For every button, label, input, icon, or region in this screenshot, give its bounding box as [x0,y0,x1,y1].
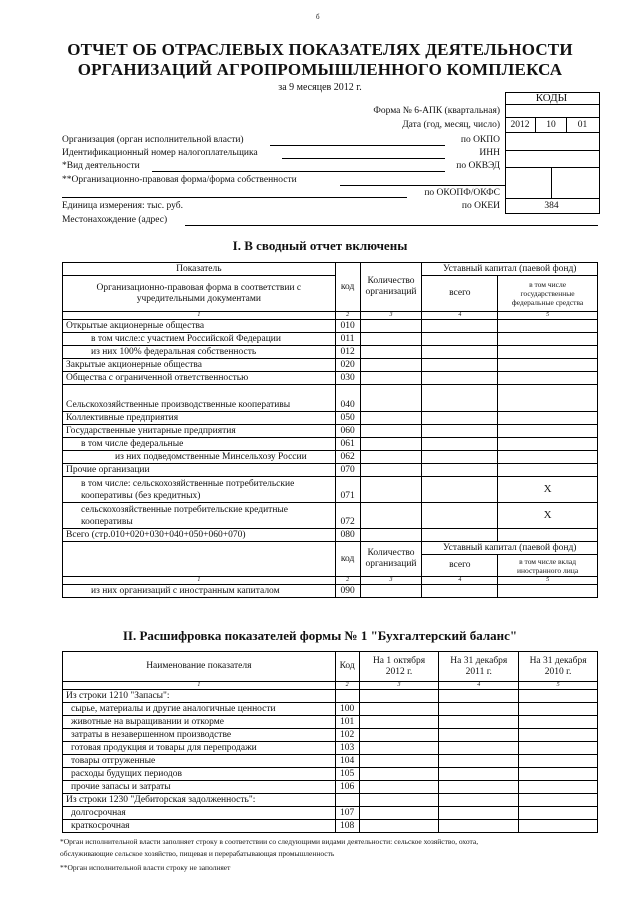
h-count: Количество организаций [360,263,422,312]
date-year: 2012 [510,120,530,130]
okved-label: по ОКВЭД [456,161,500,171]
report-period: за 9 месяцев 2012 г. [278,82,362,93]
unit-label: Единица измерения: тыс. руб. [62,201,183,211]
date-label: Дата (год, месяц, число) [402,120,500,130]
table-row: Коллективные предприятия 050 [63,412,598,425]
colnum: 2 [335,682,359,690]
inn-code-label: ИНН [479,148,500,158]
h-code: Код [335,652,359,682]
h-count-2: Количество организаций [360,542,422,577]
colnum: 5 [498,312,598,320]
table-row: в том числе федеральные 061 [63,438,598,451]
table-row: краткосрочная 108 [63,820,598,833]
table-row: Всего (стр.010+020+030+040+050+060+070) 080 [63,529,598,542]
x-mark: Х [498,477,598,503]
activity-label: *Вид деятельности [62,161,140,171]
table-row: сырье, материалы и другие аналогичные ценности 100 [63,703,598,716]
colnum: 5 [519,682,598,690]
org-label: Организация (орган исполнительной власти) [62,135,244,145]
h-code-2: код [335,542,360,577]
date-day: 01 [577,120,588,130]
okopf-label: по ОКОПФ/ОКФС [424,188,500,198]
colnum: 2 [335,577,360,585]
h-date3: На 31 декабря 2010 г. [519,652,598,682]
h-name: Наименование показателя [63,652,336,682]
table-row: в том числе: сельскохозяйственные потребительские кооперативы (без кредитных) 071 Х [63,477,598,503]
colnum: 3 [360,312,422,320]
h-capital: Уставный капитал (паевой фонд) [422,263,598,276]
x-mark: Х [498,503,598,529]
section2-title: II. Расшифровка показателей формы № 1 "Бухгалтерский баланс" [122,628,518,643]
h-total: всего [422,276,498,312]
h-code: код [335,263,360,312]
table-row: сельскохозяйственные потребительские кредитные кооперативы 072 Х [63,503,598,529]
colnum: 3 [359,682,439,690]
inn-label: Идентификационный номер налогоплательщика [62,148,258,158]
h-total-2: всего [422,555,498,577]
section1-table [62,262,598,598]
table-row: Прочие организации 070 [63,464,598,477]
table-row: Закрытые акционерные общества 020 [63,359,598,372]
table-row: затраты в незавершенном производстве 102 [63,729,598,742]
orgform-label: **Организационно-правовая форма/форма собственности [62,175,297,185]
colnum: 4 [439,682,519,690]
table-row: Из строки 1230 "Дебиторская задолженность": [63,794,598,807]
table-row: долгосрочная 107 [63,807,598,820]
colnum: 1 [63,577,336,585]
table-row: готовая продукция и товары для перепродажи 103 [63,742,598,755]
table-row: товары отгруженные 104 [63,755,598,768]
table-row: из них организаций с иностранным капиталом 090 [63,585,598,598]
table-row: животные на выращивании и откорме 101 [63,716,598,729]
table-row: из них подведомственные Минсельхозу России 062 [63,451,598,464]
form-name: Форма № 6-АПК (квартальная) [373,106,500,116]
h-federal: в том числе государственные федеральные средства [498,276,598,312]
table-row: Сельскохозяйственные производственные кооперативы 040 [63,385,598,412]
table-row: Открытые акционерные общества 010 [63,320,598,333]
codes-header: КОДЫ [535,92,568,104]
okei-value: 384 [544,201,559,211]
report-title-line2: ОРГАНИЗАЦИЙ АГРОПРОМЫШЛЕННОГО КОМПЛЕКСА [77,60,563,79]
h-indicator: Показатель [63,263,336,276]
h-foreign: в том числе вклад иностранного лица [498,555,598,577]
table-row: из них 100% федеральная собственность 012 [63,346,598,359]
footnote-2: **Орган исполнительной власти строку не заполняет [60,863,231,872]
footnote-1: *Орган исполнительной власти заполняет строку в соответствии со следующими видами деятельности: сельское хозяйство, охота, обслуживающие сельское хозяйство, пищевая и перерабатывающая промышленность [60,837,479,858]
date-month: 10 [546,120,556,130]
colnum: 1 [63,312,336,320]
table-row: Государственные унитарные предприятия 060 [63,425,598,438]
table-row: Из строки 1210 "Запасы": [63,690,598,703]
codes-box [505,92,600,214]
section1-title: I. В сводный отчет включены [232,238,408,253]
table-row: в том числе:с участием Российской Федерации 011 [63,333,598,346]
h-orgform: Организационно-правовая форма в соответствии с учредительными документами [63,276,336,312]
table-row: расходы будущих периодов 105 [63,768,598,781]
okpo-label: по ОКПО [460,135,500,145]
colnum: 5 [498,577,598,585]
report-title-line1: ОТЧЕТ ОБ ОТРАСЛЕВЫХ ПОКАЗАТЕЛЯХ ДЕЯТЕЛЬНОСТИ [67,40,573,59]
colnum: 2 [335,312,360,320]
page-mark: б [316,13,320,21]
colnum: 1 [63,682,336,690]
h-date1: На 1 октября 2012 г. [359,652,439,682]
colnum: 3 [360,577,422,585]
h-capital-2: Уставный капитал (паевой фонд) [422,542,598,555]
okei-label: по ОКЕИ [461,201,500,211]
section2-table [62,651,598,833]
h-date2: На 31 декабря 2011 г. [439,652,519,682]
table-row: прочие запасы и затраты 106 [63,781,598,794]
colnum: 4 [422,577,498,585]
table-row: Общества с ограниченной ответственностью 030 [63,372,598,385]
colnum: 4 [422,312,498,320]
address-label: Местонахождение (адрес) [62,215,168,225]
